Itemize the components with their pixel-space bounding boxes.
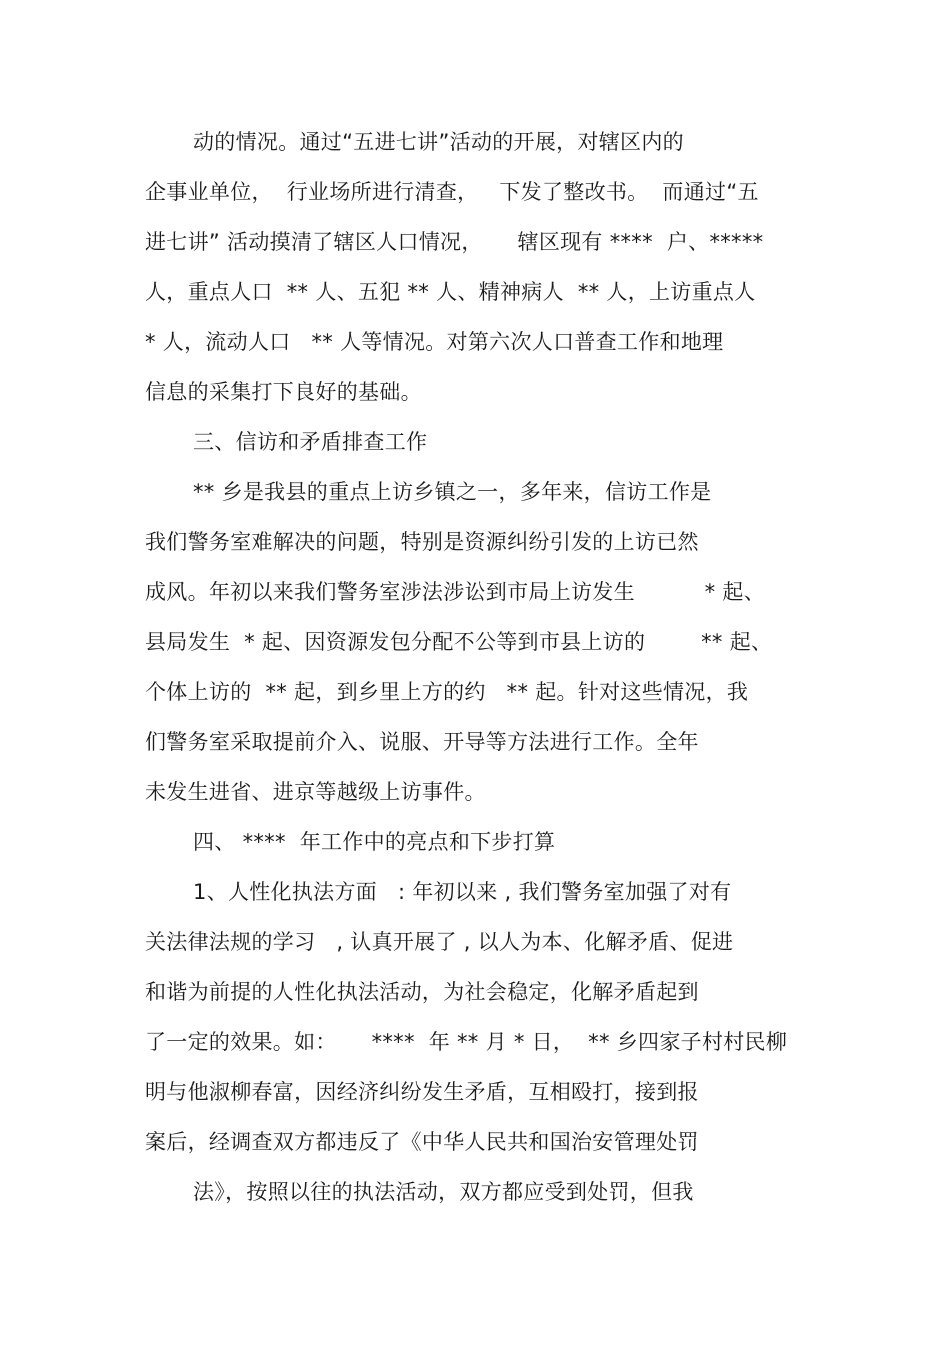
text-line: 县局发生 * 起、因资源发包分配不公等到市县上访的 ** 起、	[145, 630, 773, 654]
text-line: 人，重点人口 ** 人、五犯 ** 人、精神病人 ** 人，上访重点人	[145, 280, 756, 304]
text-line: 未发生进省、进京等越级上访事件。	[145, 780, 486, 804]
section-heading: 四、 **** 年工作中的亮点和下步打算	[193, 830, 556, 854]
text-line: 关法律法规的学习 , 认真开展了 , 以人为本、化解矛盾、促进	[145, 930, 734, 954]
text-line: 们警务室采取提前介入、说服、开导等方法进行工作。全年	[145, 730, 699, 754]
text-line: 和谐为前提的人性化执法活动，为社会稳定，化解矛盾起到	[145, 980, 699, 1004]
text-line: 个体上访的 ** 起，到乡里上方的约 ** 起。针对这些情况，我	[145, 680, 749, 704]
text-line: 法》，按照以往的执法活动，双方都应受到处罚，但我	[193, 1180, 694, 1204]
text-line: 案后，经调查双方都违反了《中华人民共和国治安管理处罚	[145, 1130, 699, 1154]
text-line: 动的情况。通过“五进七讲”活动的开展，对辖区内的	[193, 130, 684, 154]
text-line: 1、人性化执法方面 : 年初以来 , 我们警务室加强了对有	[193, 880, 732, 904]
text-line: 进七讲” 活动摸清了辖区人口情况， 辖区现有 **** 户、*****	[145, 230, 764, 254]
text-line: 明与他淑柳春富，因经济纠纷发生矛盾，互相殴打，接到报	[145, 1080, 699, 1104]
text-line: 信息的采集打下良好的基础。	[145, 380, 422, 404]
text-line: ** 乡是我县的重点上访乡镇之一，多年来，信访工作是	[193, 480, 712, 504]
text-line: 我们警务室难解决的问题，特别是资源纠纷引发的上访已然	[145, 530, 699, 554]
text-line: 企事业单位， 行业场所进行清查， 下发了整改书。 而通过“五	[145, 180, 759, 204]
text-line: 成风。年初以来我们警务室涉法涉讼到市局上访发生 * 起、	[145, 580, 766, 604]
section-heading: 三、信访和矛盾排查工作	[193, 430, 428, 454]
text-line: * 人，流动人口 ** 人等情况。对第六次人口普查工作和地理	[145, 330, 724, 354]
text-line: 了一定的效果。如： **** 年 ** 月 * 日， ** 乡四家子村村民柳	[145, 1030, 788, 1054]
